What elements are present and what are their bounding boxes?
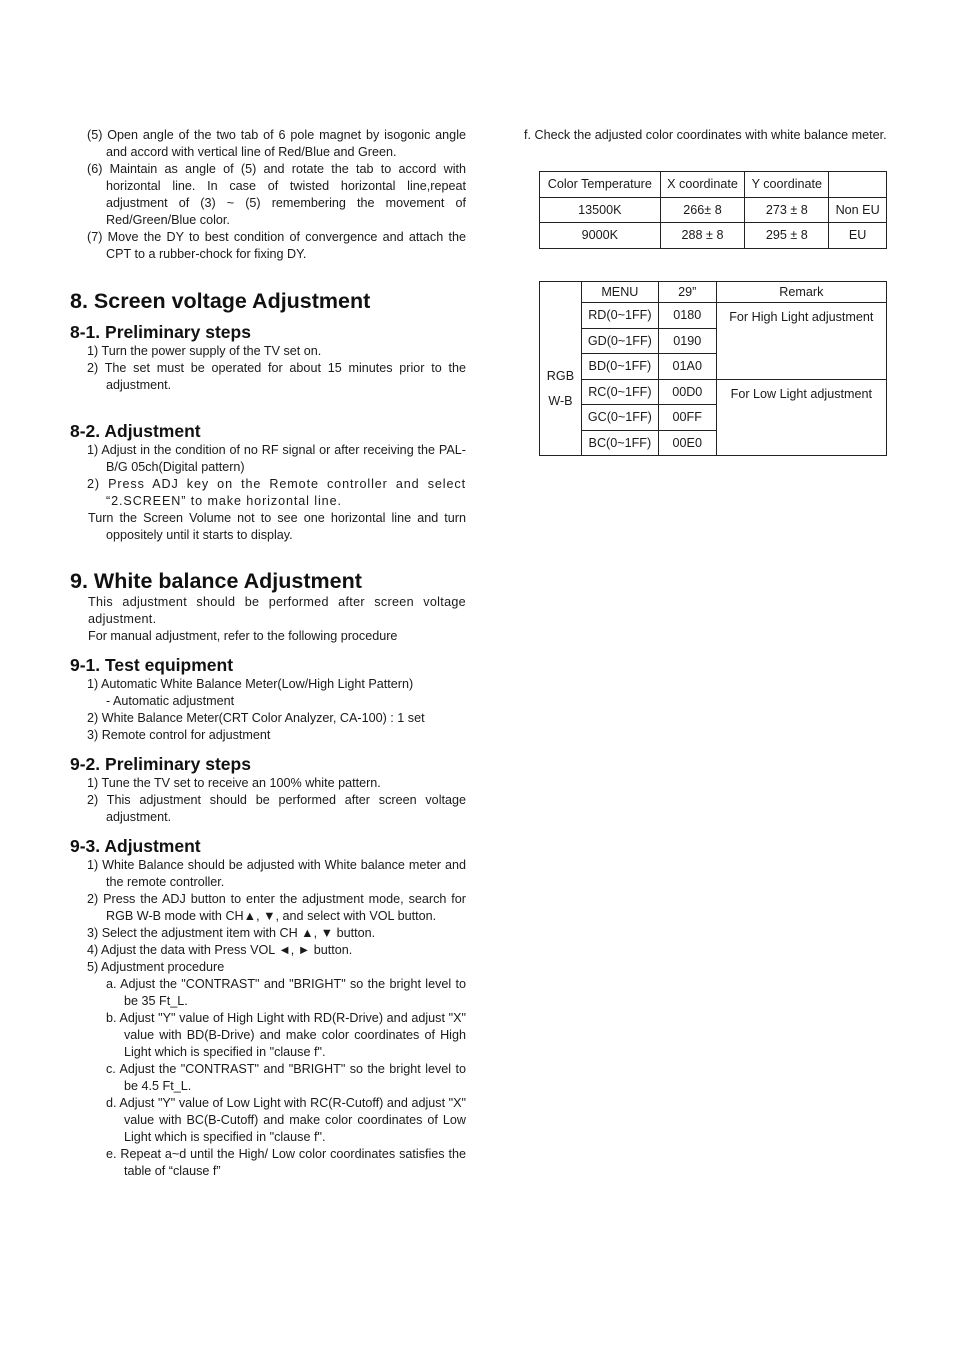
section-9-1-title: 9-1. Test equipment <box>70 655 234 675</box>
value-cell: 0190 <box>658 328 716 354</box>
menu-cell: RD(0~1FF) <box>581 303 658 329</box>
left-column <box>70 127 466 1180</box>
header-cell: Remark <box>716 282 886 303</box>
section-8-1-item-2: 2) The set must be operated for about 15 minutes prior to the adjustment. <box>87 361 466 392</box>
table-cell: 266± 8 <box>660 197 745 223</box>
section-8-2-title: 8-2. Adjustment <box>70 421 201 441</box>
section-9-intro-2: For manual adjustment, refer to the following procedure <box>88 629 398 643</box>
group-label-cell <box>540 282 582 456</box>
section-9-3-title: 9-3. Adjustment <box>70 836 201 856</box>
table-row <box>540 303 887 329</box>
section-9-2-item-2: 2) This adjustment should be performed after screen voltage adjustment. <box>87 793 466 824</box>
section-8-1-title: 8-1. Preliminary steps <box>70 322 251 342</box>
header-cell <box>829 172 887 198</box>
intro-item-6: (6) Maintain as angle of (5) and rotate the tab to accord with horizontal line. In case of twisted horizontal line,repeat adjustment of (3) ~ (5) remembering the movement of Red/Green/Blue color. <box>87 162 466 227</box>
table-row <box>540 223 887 249</box>
right-column <box>522 127 887 144</box>
table-cell: 273 ± 8 <box>745 197 829 223</box>
section-9-1-item-1: 1) Automatic White Balance Meter(Low/High Light Pattern) <box>87 677 414 691</box>
table-cell: 9000K <box>540 223 661 249</box>
section-8-1-item-1: 1) Turn the power supply of the TV set on. <box>87 344 322 358</box>
section-9-intro-1: This adjustment should be performed after screen voltage adjustment. <box>88 595 466 626</box>
section-9-title: 9. White balance Adjustment <box>70 569 362 593</box>
table-cell: Non EU <box>829 197 887 223</box>
section-9-1-item-1-sub: - Automatic adjustment <box>106 694 235 708</box>
header-cell: 29” <box>658 282 716 303</box>
section-9-1-item-2: 2) White Balance Meter(CRT Color Analyzer, CA-100) : 1 set <box>87 711 425 725</box>
menu-cell: GD(0~1FF) <box>581 328 658 354</box>
procedure-step-a: a. Adjust the "CONTRAST" and "BRIGHT" so the bright level to be 35 Ft_L. <box>106 977 466 1008</box>
section-8-title: 8. Screen voltage Adjustment <box>70 289 371 313</box>
intro-item-7: (7) Move the DY to best condition of convergence and attach the CPT to a rubber-chock for fixing DY. <box>87 230 466 261</box>
procedure-step-b: b. Adjust "Y" value of High Light with RD(R-Drive) and adjust "X" value with BD(B-Drive) and make color coordinates of High Light which is specified in "clause f". <box>106 1011 466 1059</box>
value-cell: 00FF <box>658 405 716 431</box>
color-coordinate-table <box>539 171 887 249</box>
value-cell: 00E0 <box>658 430 716 456</box>
value-cell: 01A0 <box>658 354 716 380</box>
intro-list <box>70 127 466 263</box>
header-cell: MENU <box>581 282 658 303</box>
section-8-2-item-1: 1) Adjust in the condition of no RF signal or after receiving the PAL-B/G 05ch(Digital pattern) <box>87 443 466 474</box>
section-8-2-item-2: 2) Press ADJ key on the Remote controller and select “2.SCREEN” to make horizontal line. <box>87 477 466 508</box>
section-9-3-item-4: 4) Adjust the data with Press VOL ◄, ► button. <box>87 943 353 957</box>
clause-f-text: f. Check the adjusted color coordinates with white balance meter. <box>524 128 887 142</box>
section-9-3-item-5: 5) Adjustment procedure <box>87 960 225 974</box>
table-cell: 288 ± 8 <box>660 223 745 249</box>
group-label-wb: W-B <box>548 393 573 408</box>
table-row <box>540 379 887 405</box>
rgb-wb-table <box>539 281 887 456</box>
section-9-2-title: 9-2. Preliminary steps <box>70 754 251 774</box>
section-9-3-item-1: 1) White Balance should be adjusted with White balance meter and the remote controller. <box>87 858 466 889</box>
menu-cell: RC(0~1FF) <box>581 379 658 405</box>
value-cell: 00D0 <box>658 379 716 405</box>
section-9-3-item-3: 3) Select the adjustment item with CH ▲, ▼ button. <box>87 926 376 940</box>
header-cell: X coordinate <box>660 172 745 198</box>
table-header-row <box>540 282 887 303</box>
remark-high-cell: For High Light adjustment <box>716 303 886 380</box>
procedure-step-e: e. Repeat a~d until the High/ Low color coordinates satisfies the table of “clause f” <box>106 1147 466 1178</box>
header-cell: Color Temperature <box>540 172 661 198</box>
table-header-row <box>540 172 887 198</box>
procedure-step-d: d. Adjust "Y" value of Low Light with RC(R-Cutoff) and adjust "X" value with BC(B-Cutoff) and make color coordinates of Low Light which is specified in "clause f". <box>106 1096 466 1144</box>
table-cell: 295 ± 8 <box>745 223 829 249</box>
section-9-3-item-2: 2) Press the ADJ button to enter the adjustment mode, search for RGB W-B mode with CH▲, ▼, and select with VOL button. <box>87 892 466 923</box>
menu-cell: BC(0~1FF) <box>581 430 658 456</box>
section-9-1-item-3: 3) Remote control for adjustment <box>87 728 271 742</box>
section-9-2-item-1: 1) Tune the TV set to receive an 100% white pattern. <box>87 776 381 790</box>
menu-cell: GC(0~1FF) <box>581 405 658 431</box>
section-8-2-note: Turn the Screen Volume not to see one horizontal line and turn oppositely until it starts to display. <box>88 511 466 542</box>
procedure-step-c: c. Adjust the "CONTRAST" and "BRIGHT" so the bright level to be 4.5 Ft_L. <box>106 1062 466 1093</box>
table-row <box>540 197 887 223</box>
value-cell: 0180 <box>658 303 716 329</box>
group-label-rgb: RGB <box>546 368 575 383</box>
header-cell: Y coordinate <box>745 172 829 198</box>
remark-low-cell: For Low Light adjustment <box>716 379 886 456</box>
intro-item-5: (5) Open angle of the two tab of 6 pole magnet by isogonic angle and accord with vertical line of Red/Blue and Green. <box>87 128 466 159</box>
table-cell: EU <box>829 223 887 249</box>
menu-cell: BD(0~1FF) <box>581 354 658 380</box>
table-cell: 13500K <box>540 197 661 223</box>
